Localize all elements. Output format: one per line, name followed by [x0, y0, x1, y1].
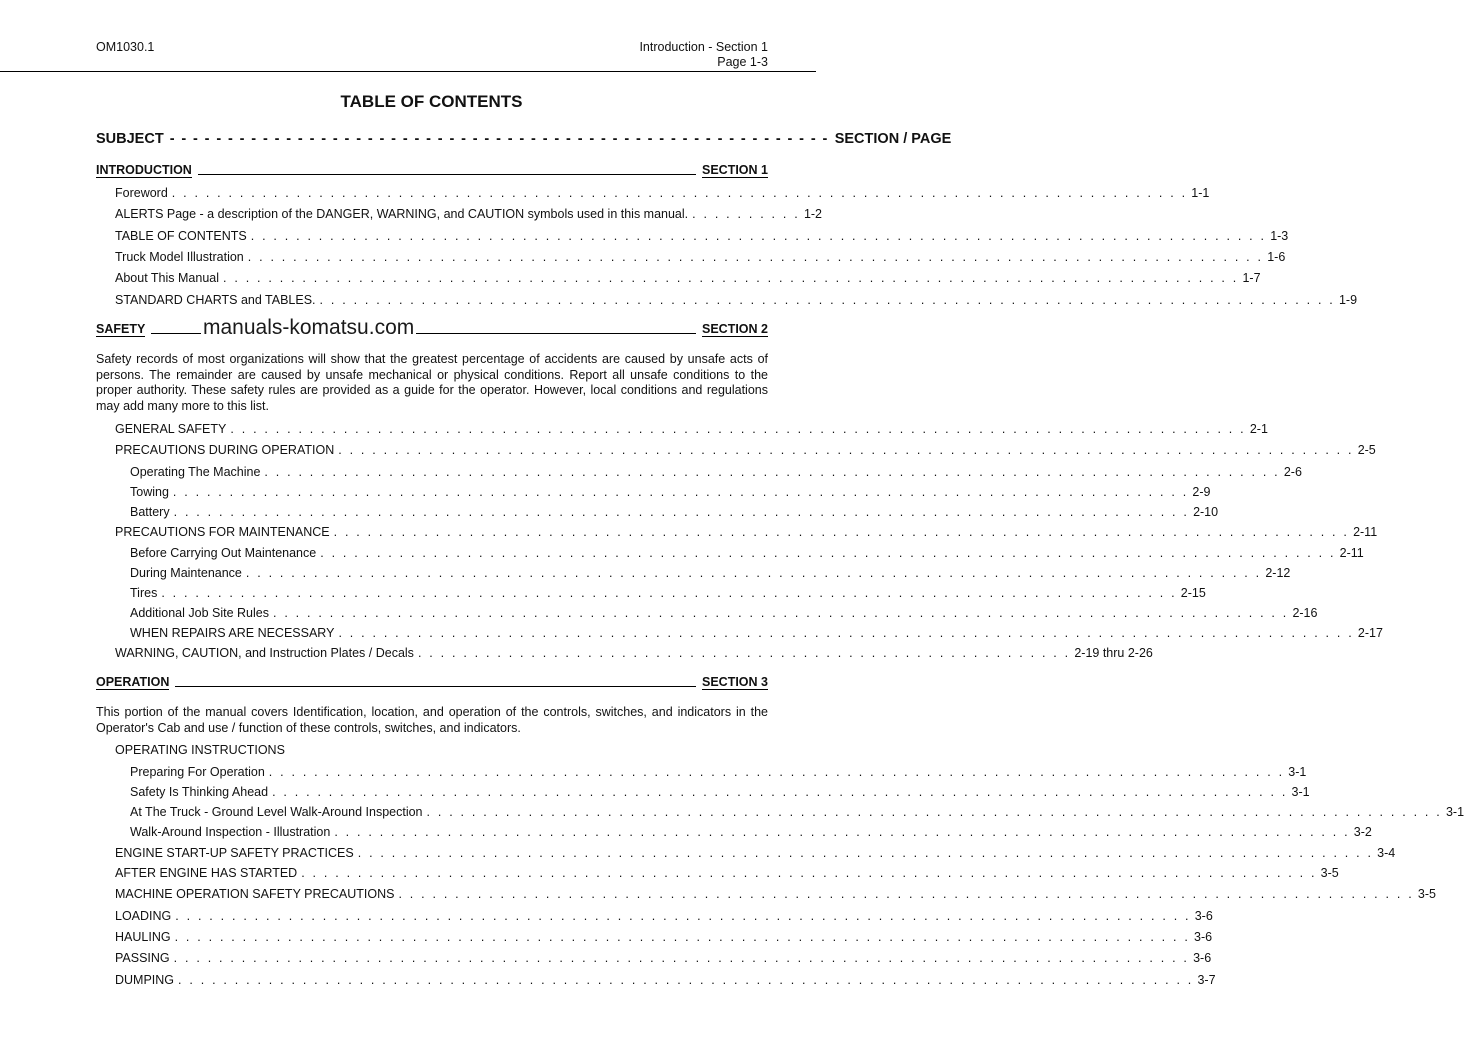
dot-leader: . . . . . . . . . . . . . . . . . . . . . . . . . . . . . . . . . . . . . . . . . . . . . . . . . . . . . . . . . . . . . . . . . . . . . . . . . . . . . . . . . . . . . . . . . .	[320, 546, 1336, 560]
dot-leader: . . . . . . . . . . . . . . . . . . . . . . . . . . . . . . . . . . . . . . . . . . . . . . . . . . . . . . . . . . . . . . . . . . . . . . . . . . . . . . . . . . . . . . . . . .	[173, 505, 1190, 519]
dot-leader: . . . . . . . . . . . . . . . . . . . . . . . . . . . . . . . . . . . . . . . . . . . . . . . . . . . . . . . . . . . . . . . . . . . . . . . . . . . . . . . . . . . . . . . . . .	[272, 785, 1288, 799]
toc-entry-page: 1-2	[803, 207, 823, 221]
toc-entry-page: 2-11	[1353, 525, 1378, 539]
subject-column-label: SUBJECT	[96, 131, 164, 147]
dot-leader: . . . . . . . . . . . . . . . . . . . . . . . . . . . . . . . . . . . . . . . . . . . . . . . . . . . . . . . . . . . . . . . . . . . . . . . . . . . . . . . . . . . . . . . . . .	[175, 909, 1191, 923]
toc-entry-page: 2-19 thru 2-26	[1074, 646, 1153, 660]
toc-entry[interactable]	[115, 887, 1436, 901]
dot-leader: . . . . . . . . . . . . . . . . . . . . . . . . . . . . . . . . . . . . . . . . . . . . . . . . . . . . . . . . . . . . . . . . . . . . . . . . . . . . . . . . . . . . . . . . . .	[171, 186, 1188, 200]
dot-leader: . . . . . . . . . . . . . . . . . . . . . . . . . . . . . . . . . . . . . . . . . . . . . . . . . . . . . . . . . . . . . . . . . . . . . . . . . . . . . . . . . . . . . . . . . .	[268, 765, 1285, 779]
toc-entry-label: Battery	[130, 505, 170, 519]
dot-leader: . . . . . . . . . . . . . . . . . . . . . . . . . . . . . . . . . . . . . . . . . . . . . . . . . . . . . . . . . . . . . . . . . . . . . . . . . . . . . . . . . . . . . . . . . .	[245, 566, 1262, 580]
toc-entry[interactable]	[130, 586, 1206, 600]
toc-entry[interactable]	[115, 525, 1378, 539]
toc-entry-label: Foreword	[115, 186, 168, 200]
toc-entry-label: GENERAL SAFETY	[115, 422, 227, 436]
header-doc-id: OM1030.1	[96, 40, 155, 54]
toc-entry-label: HAULING	[115, 930, 171, 944]
dot-leader: . . . . . . . . . . . . . . . . . . . . . . . . . . . . . . . . . . . . . . . . . . . . . . . . . . . . . . . . . . . . . . . . . . . . . . . . . . . . . . . . . . . . . . . . . .	[247, 250, 1264, 264]
dot-leader: . . . . . . . . . .	[692, 207, 800, 221]
dot-leader: . . . . . . . . . . . . . . . . . . . . . . . . . . . . . . . . . . . . . . . . . . . . . . . . . . . . . . . . . . . . . . . . . . . . . . . . . . . . . . . . . . . . . . . . . .	[161, 586, 1177, 600]
toc-entry-label: OPERATING INSTRUCTIONS	[115, 743, 285, 757]
toc-entry[interactable]	[130, 505, 1219, 519]
dot-leader: . . . . . . . . . . . . . . . . . . . . . . . . . . . . . . . . . . . . . . . . . . . . . . . . . . . . . . . . . . . . . . . . . . . . . . . . . . . . . . . . . . . . . . . . . .	[398, 887, 1414, 901]
toc-entry-page: 1-1	[1191, 186, 1210, 200]
dot-leader: . . . . . . . . . . . . . . . . . . . . . . . . . . . . . . . . . . . . . . . . . . . . . . . . . . . . . . . . . . . . . . . . . . . . . . . . . . . . . . . . . . . . . . . . . .	[174, 930, 1191, 944]
section-heading-introduction	[96, 163, 768, 178]
header-section-title: Introduction - Section 1	[639, 40, 768, 54]
section-number: SECTION 2	[702, 322, 768, 336]
toc-entry-page: 3-6	[1193, 951, 1212, 965]
header-page-number: Page 1-3	[717, 55, 768, 69]
toc-entry-page: 3-5	[1417, 887, 1436, 901]
toc-entry-label: Towing	[130, 485, 169, 499]
toc-entry[interactable]	[115, 646, 1153, 660]
toc-entry[interactable]	[115, 909, 1213, 923]
toc-entry[interactable]	[115, 229, 1289, 243]
toc-entry-page: 3-2	[1353, 825, 1372, 839]
dot-leader: . . . . . . . . . . . . . . . . . . . . . . . . . . . . . . . . . . . . . . . . . . . . . . . . . . . . . . . . . . . . . . . . . . . . . . . . . . . . . . . . . . . . . . . . . .	[223, 271, 1239, 285]
toc-entry-page: 2-10	[1193, 505, 1219, 519]
toc-entry-label: WHEN REPAIRS ARE NECESSARY	[130, 626, 335, 640]
dot-leader: . . . . . . . . . . . . . . . . . . . . . . . . . . . . . . . . . . . . . . . . . . . . . . . . . . . . . . . . . . . . . . . . . . . . . . . . . . . . . . . . . . . . . . . . . .	[301, 866, 1317, 880]
toc-entry-label: TABLE OF CONTENTS	[115, 229, 247, 243]
toc-entry[interactable]	[130, 606, 1318, 620]
toc-entry-page: 3-7	[1197, 973, 1216, 987]
toc-entry-label: PRECAUTIONS DURING OPERATION	[115, 443, 335, 457]
toc-entry-label: Truck Model Illustration	[115, 250, 244, 264]
toc-entry-page: 1-9	[1338, 293, 1358, 307]
toc-entry-label: DUMPING	[115, 973, 175, 987]
toc-entry-label: Tires	[130, 586, 158, 600]
toc-entry-label: Walk-Around Inspection - Illustration	[130, 825, 331, 839]
section-heading-operation	[96, 675, 768, 690]
toc-entry-page: 2-1	[1249, 422, 1268, 436]
dot-leader: . . . . . . . . . . . . . . . . . . . . . . . . . . . . . . . . . . . . . . . . . . . . . . . . . . . . . . . . . . . . . . . . . . . . . . . . . . . . . . . . . . . . . . . . . .	[338, 443, 1354, 457]
toc-entry-page: 3-1	[1445, 805, 1464, 819]
toc-entry-label: Operating The Machine	[130, 465, 261, 479]
toc-entry-page: 2-5	[1357, 443, 1376, 457]
toc-entry[interactable]	[115, 271, 1261, 285]
toc-entry-page: 3-6	[1194, 930, 1213, 944]
toc-entry-label: About This Manual	[115, 271, 219, 285]
section-name: SAFETY	[96, 322, 146, 336]
toc-entry-label: During Maintenance	[130, 566, 242, 580]
toc-entry[interactable]	[130, 566, 1291, 580]
dot-leader: . . . . . . . . . . . . . . . . . . . . . . . . . . . . . . . . . . . . . . . . . . . . . . . . . . . . . . . . . . . . . . . . . . . . . . . . . . . . . . . . . . . . . . . . . .	[173, 951, 1190, 965]
toc-entry-label: At The Truck - Ground Level Walk-Around Inspection	[130, 805, 423, 819]
toc-entry[interactable]	[115, 743, 768, 757]
toc-entry-label: MACHINE OPERATION SAFETY PRECAUTIONS	[115, 887, 395, 901]
toc-entry-page: 3-1	[1291, 785, 1310, 799]
toc-entry-label: Preparing For Operation	[130, 765, 265, 779]
toc-entry-page: 3-5	[1320, 866, 1339, 880]
toc-entry[interactable]	[130, 465, 1302, 479]
dot-leader: . . . . . . . . . . . . . . . . . . . . . . . . . . . . . . . . . . . . . . . . . . . . . . . . . . . . . . . . . . . . . . . . . . . . . . . . . . . . . . . . . . . . . . . . . .	[264, 465, 1280, 479]
toc-entry[interactable]	[130, 546, 1364, 560]
toc-entry-page: 2-16	[1292, 606, 1318, 620]
dot-leader: . . . . . . . . . . . . . . . . . . . . . . . . . . . . . . . . . . . . . . . . . . . . . . . . . . . . . . . . . . . . . . . . . . . . . . . . . . . . . . . . . . . . . . . . . .	[178, 973, 1194, 987]
page-title: TABLE OF CONTENTS	[340, 92, 523, 111]
dot-leader: . . . . . . . . . . . . . . . . . . . . . . . . . . . . . . . . . . . . . . . . . . . . . . . . . . . . . . . . . . . . . . . . . . . . . . . . . . . . . . . . . . . . . . . . . .	[333, 525, 1350, 539]
toc-entry[interactable]	[115, 186, 1210, 200]
toc-entry-page: 2-17	[1357, 626, 1383, 640]
toc-entry-label: Additional Job Site Rules	[130, 606, 269, 620]
toc-entry-label: WARNING, CAUTION, and Instruction Plates / Decals	[115, 646, 414, 660]
toc-entry[interactable]	[130, 626, 1383, 640]
toc-entry-label: AFTER ENGINE HAS STARTED	[115, 866, 298, 880]
dot-leader: . . . . . . . . . . . . . . . . . . . . . . . . . . . . . . . . . . . . . . . . . . . . . . . . . . . . . . . . . .	[417, 646, 1071, 660]
toc-entry-page: 2-11	[1339, 546, 1364, 560]
dot-leader: . . . . . . . . . . . . . . . . . . . . . . . . . . . . . . . . . . . . . . . . . . . . . . . . . . . . . . . . . . . . . . . . . . . . . . . . . . . . . . . . . . . . . . . . . .	[334, 825, 1350, 839]
toc-entry-page: 3-6	[1194, 909, 1213, 923]
header-right	[639, 40, 768, 70]
toc-entry[interactable]	[130, 485, 1211, 499]
dot-leader: . . . . . . . . . . . . . . . . . . . . . . . . . . . . . . . . . . . . . . . . . . . . . . . . . . . . . . . . . . . . . . . . . . . . . . . . . . . . . . . . . . . . . . . . . .	[250, 229, 1267, 243]
toc-entry-page: 1-3	[1270, 229, 1289, 243]
toc-entry[interactable]	[115, 973, 1216, 987]
toc-entry[interactable]	[130, 785, 1310, 799]
section-name: OPERATION	[96, 675, 170, 689]
toc-entry-page: 2-12	[1265, 566, 1291, 580]
watermark: manuals-komatsu.com	[203, 316, 415, 339]
section-heading-safety	[96, 322, 768, 337]
section-heading-rule	[175, 686, 696, 687]
dot-leader: . . . . . . . . . . . . . . . . . . . . . . . . . . . . . . . . . . . . . . . . . . . . . . . . . . . . . . . . . . . . . . . . . . . . . . . . . . . . . . . . . . . . . . . . . .	[272, 606, 1289, 620]
section-number: SECTION 3	[702, 675, 768, 689]
toc-entry-page: 1-7	[1242, 271, 1261, 285]
toc-entry-label: LOADING	[115, 909, 172, 923]
toc-entry[interactable]	[130, 805, 1464, 819]
toc-entry-label: ALERTS Page - a description of the DANGER, WARNING, and CAUTION symbols used in this manual.	[115, 207, 689, 221]
toc-entry[interactable]	[130, 765, 1307, 779]
dot-leader: . . . . . . . . . . . . . . . . . . . . . . . . . . . . . . . . . . . . . . . . . . . . . . . . . . . . . . . . . . . . . . . . . . . . . . . . . . . . . . . . . . . . . . . . . .	[319, 293, 1335, 307]
toc-entry-page: 2-6	[1283, 465, 1302, 479]
toc-entry-label: Safety Is Thinking Ahead	[130, 785, 269, 799]
toc-entry[interactable]	[115, 866, 1339, 880]
toc-entry[interactable]	[115, 207, 823, 221]
section-number: SECTION 1	[702, 163, 768, 177]
toc-entry[interactable]	[115, 951, 1212, 965]
toc-entry-label: Before Carrying Out Maintenance	[130, 546, 317, 560]
toc-entry-page: 2-9	[1192, 485, 1211, 499]
section-page-column-label: SECTION / PAGE	[834, 131, 952, 147]
toc-entry[interactable]	[130, 825, 1372, 839]
toc-entry-page: 2-15	[1180, 586, 1206, 600]
toc-entry[interactable]	[115, 930, 1213, 944]
toc-entry-label: STANDARD CHARTS and TABLES.	[115, 293, 316, 307]
column-header-leader: - - - - - - - - - - - - - - - - - - - - - - - - - - - - - - - - - - - - - - - - - - - - - - - - - - - - - - - - -	[169, 131, 829, 147]
dot-leader: . . . . . . . . . . . . . . . . . . . . . . . . . . . . . . . . . . . . . . . . . . . . . . . . . . . . . . . . . . . . . . . . . . . . . . . . . . . . . . . . . . . . . . . . . .	[426, 805, 1442, 819]
toc-entry-page: 3-1	[1288, 765, 1307, 779]
dot-leader: . . . . . . . . . . . . . . . . . . . . . . . . . . . . . . . . . . . . . . . . . . . . . . . . . . . . . . . . . . . . . . . . . . . . . . . . . . . . . . . . . . . . . . . . . .	[357, 846, 1374, 860]
dot-leader: . . . . . . . . . . . . . . . . . . . . . . . . . . . . . . . . . . . . . . . . . . . . . . . . . . . . . . . . . . . . . . . . . . . . . . . . . . . . . . . . . . . . . . . . . .	[172, 485, 1189, 499]
toc-entry-page: 1-6	[1267, 250, 1286, 264]
toc-entry[interactable]	[115, 422, 1268, 436]
column-header-row	[96, 131, 952, 147]
section-name: INTRODUCTION	[96, 163, 192, 177]
toc-entry-label: PRECAUTIONS FOR MAINTENANCE	[115, 525, 330, 539]
toc-entry-page: 3-4	[1377, 846, 1396, 860]
toc-entry[interactable]	[115, 293, 1358, 307]
section-description-operation: This portion of the manual covers Identification, location, and operation of the controls, switches, and indicators in the Operator's Cab and use / function of these controls, switches, and indicators.	[96, 705, 768, 735]
toc-entry[interactable]	[115, 443, 1376, 457]
header-rule	[0, 71, 816, 72]
dot-leader: . . . . . . . . . . . . . . . . . . . . . . . . . . . . . . . . . . . . . . . . . . . . . . . . . . . . . . . . . . . . . . . . . . . . . . . . . . . . . . . . . . . . . . . . . .	[230, 422, 1246, 436]
toc-entry[interactable]	[115, 250, 1286, 264]
toc-entry[interactable]	[115, 846, 1396, 860]
toc-entry-label: ENGINE START-UP SAFETY PRACTICES	[115, 846, 354, 860]
section-heading-rule	[198, 174, 696, 175]
section-description-safety: Safety records of most organizations will show that the greatest percentage of accidents are caused by unsafe acts of persons. The remainder are caused by unsafe mechanical or physical conditions. Report all unsafe conditions to the proper authority. These safety rules are provided as a guide for the operator. However, local conditions and regulations may add many more to this list.	[96, 352, 768, 413]
dot-leader: . . . . . . . . . . . . . . . . . . . . . . . . . . . . . . . . . . . . . . . . . . . . . . . . . . . . . . . . . . . . . . . . . . . . . . . . . . . . . . . . . . . . . . . . . .	[338, 626, 1354, 640]
toc-entry-label: PASSING	[115, 951, 170, 965]
